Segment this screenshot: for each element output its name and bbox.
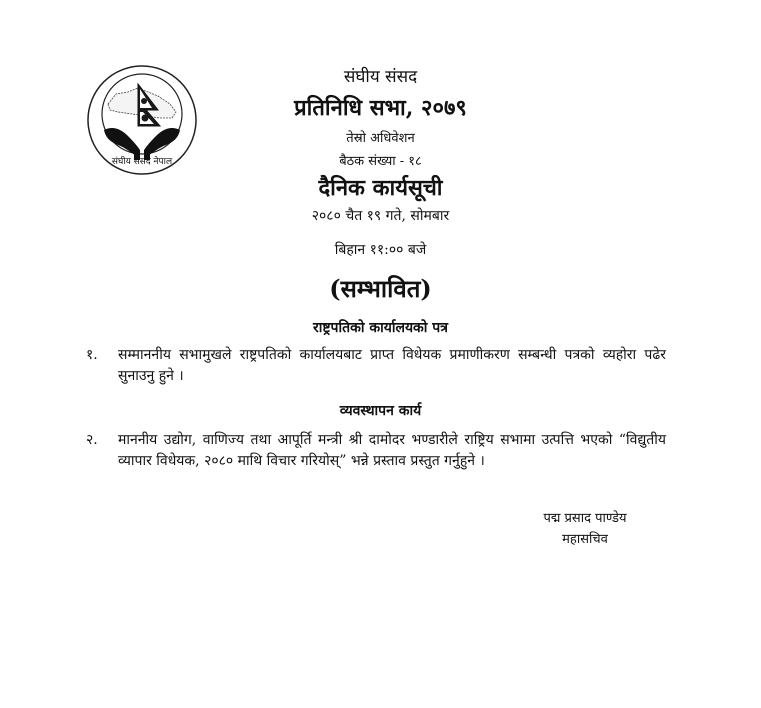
item-text: माननीय उद्योग, वाणिज्य तथा आपूर्ति मन्त्री श्री दामोदर भण्डारीले राष्ट्रिय सभामा उत्पत्ति भएको “विद्युतीय व्यापार विधेयक, २०८० माथि विचार गरियोस्” भन्ने प्रस्ताव प्रस्तुत गर्नुहुने । (118, 432, 666, 469)
meeting-number: बैठक संख्या - १८ (339, 154, 422, 169)
item-number: १. (86, 347, 98, 363)
meeting-date: २०८० चैत १९ गते, सोमबार (311, 208, 450, 224)
item-number: २. (86, 432, 98, 448)
parliament-name: संघीय संसद (343, 67, 418, 87)
house-title: प्रतिनिधि सभा, २०७९ (294, 95, 467, 121)
section-heading-president-letter: राष्ट्रपतिको कार्यालयको पत्र (312, 320, 448, 336)
signatory-title: महासचिव (562, 532, 608, 547)
svg-text:संघीय संसद नेपाल: संघीय संसद नेपाल (111, 157, 173, 167)
page-title: दैनिक कार्यसूची (318, 175, 443, 201)
item-text: सम्माननीय सभामुखले राष्ट्रपतिको कार्यालयबाट प्राप्त विधेयक प्रमाणीकरण सम्बन्धी पत्रको व्यहोरा पढेर सुनाउनु हुने । (118, 347, 666, 384)
agenda-item (86, 430, 666, 496)
agenda-item (86, 345, 666, 389)
session-label: तेस्रो अधिवेशन (346, 131, 415, 146)
signatory-name: पद्म प्रसाद पाण्डेय (543, 511, 627, 526)
section-heading-legislative-business: व्यवस्थापन कार्य (339, 403, 422, 419)
meeting-time: बिहान ११:०० बजे (334, 242, 427, 258)
status-label: (सम्भावित) (329, 274, 432, 303)
